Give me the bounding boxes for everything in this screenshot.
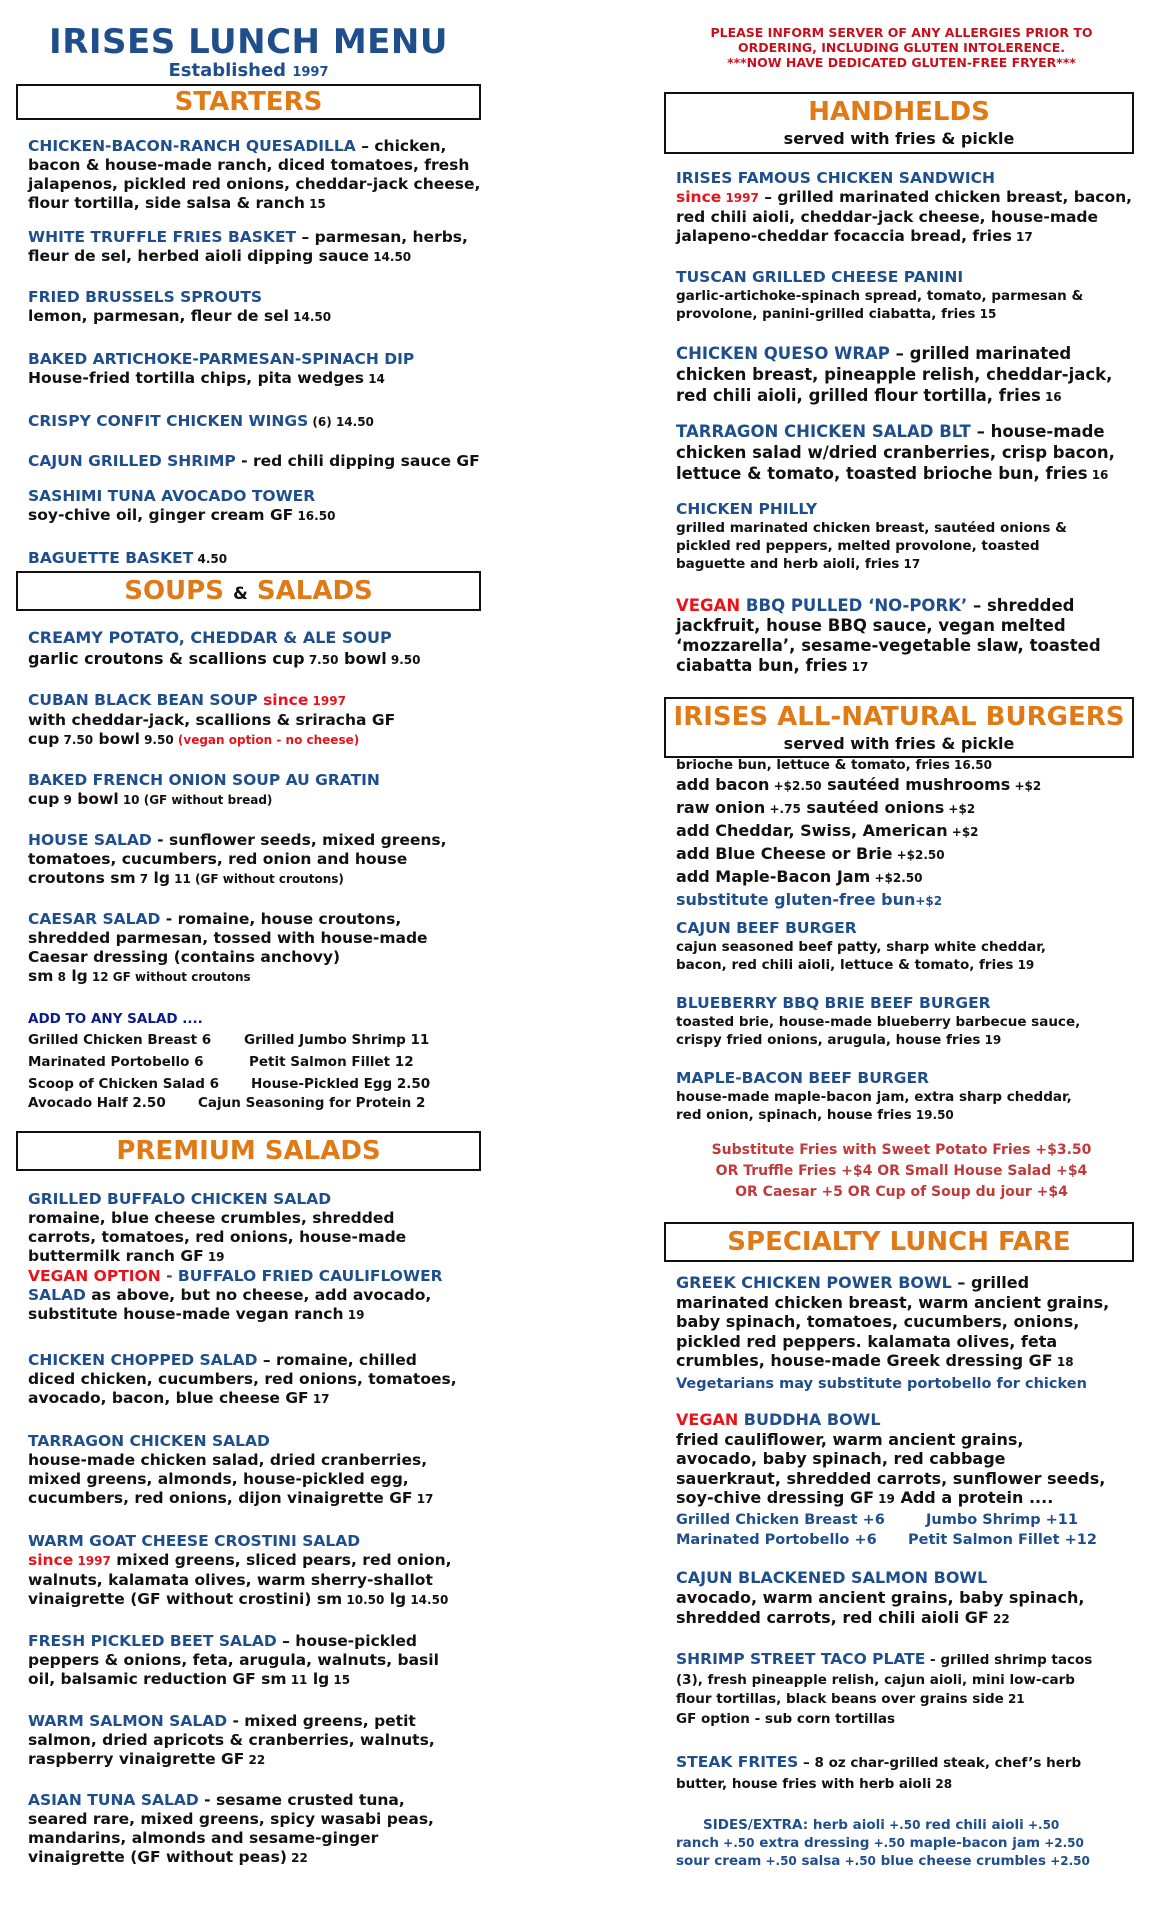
soup-black-bean: CUBAN BLACK BEAN SOUP since 1997 with cheddar-jack, scallions & sriracha GF cup 7.50 bowl 9.50 (vegan option - no cheese)	[28, 691, 396, 748]
starter-baguette: BAGUETTE BASKET 4.50	[28, 549, 228, 567]
burger-options: brioche bun, lettuce & tomato, fries 16.50 add bacon +$2.50 sautéed mushrooms +$2 raw onion +.75 sautéed onions +$2 add Cheddar, Swiss, American +$2 add Blue Cheese or Brie +$2.50 add Maple-Bacon Jam +$2.50 substitute gluten-free bun+$2	[676, 757, 1042, 909]
specialty-shrimp-taco: SHRIMP STREET TACO PLATE - grilled shrimp tacos (3), fresh pineapple relish, cajun aioli, mini low-carb flour tortillas, black beans over grains side 21 GF option - sub corn tortillas	[676, 1650, 1093, 1727]
handheld-tarragon-blt: TARRAGON CHICKEN SALAD BLT – house-made chicken salad w/dried cranberries, crisp bacon, lettuce & tomato, toasted brioche bun, fries 16	[676, 422, 1115, 483]
specialty-cajun-salmon: CAJUN BLACKENED SALMON BOWL avocado, warm ancient grains, baby spinach, shredded carrots, red chili aioli GF 22	[676, 1568, 1085, 1627]
premium-goat-cheese: WARM GOAT CHEESE CROSTINI SALAD since 1997 mixed greens, sliced pears, red onion, walnuts, kalamata olives, warm sherry-shallot vinaigrette (GF without crostini) sm 10.50 lg 14.50	[28, 1532, 452, 1608]
burger-cajun: CAJUN BEEF BURGER cajun seasoned beef patty, sharp white cheddar, bacon, red chili aioli, lettuce & tomato, fries 19	[676, 919, 1047, 973]
burger-blueberry-brie: BLUEBERRY BBQ BRIE BEEF BURGER toasted brie, house-made blueberry barbecue sauce, crispy fried onions, arugula, house fries 19	[676, 994, 1081, 1048]
soup-french-onion: BAKED FRENCH ONION SOUP AU GRATIN cup 9 bowl 10 (GF without bread)	[28, 771, 380, 808]
premium-chopped: CHICKEN CHOPPED SALAD – romaine, chilled diced chicken, cucumbers, red onions, tomatoes, avocado, bacon, blue cheese GF 17	[28, 1351, 457, 1407]
starter-truffle-fries: WHITE TRUFFLE FRIES BASKET – parmesan, herbs, fleur de sel, herbed aioli dipping sauce 14.50	[28, 228, 468, 265]
premium-salmon: WARM SALMON SALAD - mixed greens, petit salmon, dried apricots & cranberries, walnuts, raspberry vinaigrette GF 22	[28, 1712, 435, 1768]
established-line: Established 1997	[168, 60, 329, 81]
starter-brussels: FRIED BRUSSELS SPROUTS lemon, parmesan, fleur de sel 14.50	[28, 288, 332, 325]
handheld-queso-wrap: CHICKEN QUESO WRAP – grilled marinated chicken breast, pineapple relish, cheddar-jack, red chili aioli, grilled flour tortilla, fries 16	[676, 344, 1113, 405]
premium-salads-header: PREMIUM SALADS	[16, 1131, 481, 1171]
add-to-salad: ADD TO ANY SALAD .... Grilled Chicken Breast 6 Grilled Jumbo Shrimp 11 Marinated Portobello 6 Petit Salmon Fillet 12 Scoop of Chicken Salad 6 House-Pickled Egg 2.50 Avocado Half 2.50 Cajun Seasoning for Protein 2	[28, 1011, 431, 1111]
starter-tuna: SASHIMI TUNA AVOCADO TOWER soy-chive oil, ginger cream GF 16.50	[28, 487, 336, 524]
soups-salads-header: SOUPS & SALADS	[16, 571, 481, 611]
handheld-philly: CHICKEN PHILLY grilled marinated chicken breast, sautéed onions & pickled red peppers, melted provolone, toasted baguette and herb aioli, fries 17	[676, 500, 1067, 572]
specialty-buddha-bowl: VEGAN BUDDHA BOWL fried cauliflower, warm ancient grains, avocado, baby spinach, red cabbage sauerkraut, shredded carrots, sunflower seeds, soy-chive dressing GF 19 Add a protein .... Grilled Chicken Breast +6 Jumbo Shrimp +11 Marinated Portobello +6 Petit Salmon Fillet +12	[676, 1410, 1106, 1548]
burger-maple-bacon: MAPLE-BACON BEEF BURGER house-made maple-bacon jam, extra sharp cheddar, red onion, spinach, house fries 19.50	[676, 1069, 1072, 1123]
menu-title: IRISES LUNCH MENU	[49, 22, 448, 62]
starter-shrimp: CAJUN GRILLED SHRIMP - red chili dipping sauce GF	[28, 452, 480, 470]
handhelds-header: HANDHELDS served with fries & pickle	[664, 92, 1134, 154]
handheld-panini: TUSCAN GRILLED CHEESE PANINI garlic-artichoke-spinach spread, tomato, parmesan & provolone, panini-grilled ciabatta, fries 15	[676, 268, 1084, 322]
starter-dip: BAKED ARTICHOKE-PARMESAN-SPINACH DIP House-fried tortilla chips, pita wedges 14	[28, 350, 415, 387]
premium-buffalo: GRILLED BUFFALO CHICKEN SALAD romaine, blue cheese crumbles, shredded carrots, tomatoes, red onions, house-made buttermilk ranch GF 19 VEGAN OPTION - BUFFALO FRIED CAULIFLOWER SALAD as above, but no cheese, add avocado, substitute house-made vegan ranch 19	[28, 1190, 443, 1323]
sides-extras: SIDES/EXTRA: herb aioli +.50 red chili aioli +.50 ranch +.50 extra dressing +.50 maple-bacon jam +2.50 sour cream +.50 salsa +.50 blue cheese crumbles +2.50	[676, 1817, 1090, 1869]
handheld-vegan-bbq: VEGAN BBQ PULLED ‘NO-PORK’ – shredded jackfruit, house BBQ sauce, vegan melted ‘mozzarella’, sesame-vegetable slaw, toasted ciabatta bun, fries 17	[676, 596, 1101, 675]
premium-asian-tuna: ASIAN TUNA SALAD - sesame crusted tuna, seared rare, mixed greens, spicy wasabi peas, mandarins, almonds and sesame-ginger vinaigrette (GF without peas) 22	[28, 1791, 434, 1866]
starter-quesadilla: CHICKEN-BACON-RANCH QUESADILLA – chicken, bacon & house-made ranch, diced tomatoes, fresh jalapenos, pickled red onions, cheddar-jack cheese, flour tortilla, side salsa & ranch 15	[28, 137, 481, 212]
premium-tarragon: TARRAGON CHICKEN SALAD house-made chicken salad, dried cranberries, mixed greens, almonds, house-pickled egg, cucumbers, red onions, dijon vinaigrette GF 17	[28, 1432, 434, 1507]
specialty-steak-frites: STEAK FRITES – 8 oz char-grilled steak, chef’s herb butter, house fries with herb aioli 28	[676, 1753, 1082, 1792]
starters-header: STARTERS	[16, 84, 481, 120]
soup-potato: CREAMY POTATO, CHEDDAR & ALE SOUP garlic croutons & scallions cup 7.50 bowl 9.50	[28, 628, 421, 668]
specialty-greek-bowl: GREEK CHICKEN POWER BOWL – grilled marinated chicken breast, warm ancient grains, baby spinach, tomatoes, cucumbers, onions, pickled red peppers. kalamata olives, feta crumbles, house-made Greek dressing GF 18 Vegetarians may substitute portobello for chicken	[676, 1273, 1110, 1392]
fries-substitution-note: Substitute Fries with Sweet Potato Fries +$3.50 OR Truffle Fries +$4 OR Small House Salad +$4 OR Caesar +5 OR Cup of Soup du jour +$4	[711, 1142, 1092, 1200]
salad-house: HOUSE SALAD - sunflower seeds, mixed greens, tomatoes, cucumbers, red onion and house croutons sm 7 lg 11 (GF without croutons)	[28, 831, 447, 887]
starter-wings: CRISPY CONFIT CHICKEN WINGS (6) 14.50	[28, 412, 374, 430]
specialty-header: SPECIALTY LUNCH FARE	[664, 1222, 1134, 1262]
handheld-famous-chicken: IRISES FAMOUS CHICKEN SANDWICH since 1997 – grilled marinated chicken breast, bacon, red chili aioli, cheddar-jack cheese, house-made jalapeno-cheddar focaccia bread, fries 17	[676, 169, 1133, 245]
allergy-notice: PLEASE INFORM SERVER OF ANY ALLERGIES PRIOR TO ORDERING, INCLUDING GLUTEN INTOLERENCE. ***NOW HAVE DEDICATED GLUTEN-FREE FRYER***	[710, 25, 1093, 70]
salad-caesar: CAESAR SALAD - romaine, house croutons, shredded parmesan, tossed with house-made Caesar dressing (contains anchovy) sm 8 lg 12 GF without croutons	[28, 910, 428, 985]
burgers-header: IRISES ALL-NATURAL BURGERS served with fries & pickle	[664, 697, 1134, 758]
premium-beet: FRESH PICKLED BEET SALAD – house-pickled peppers & onions, feta, arugula, walnuts, basil oil, balsamic reduction GF sm 11 lg 15	[28, 1632, 439, 1688]
